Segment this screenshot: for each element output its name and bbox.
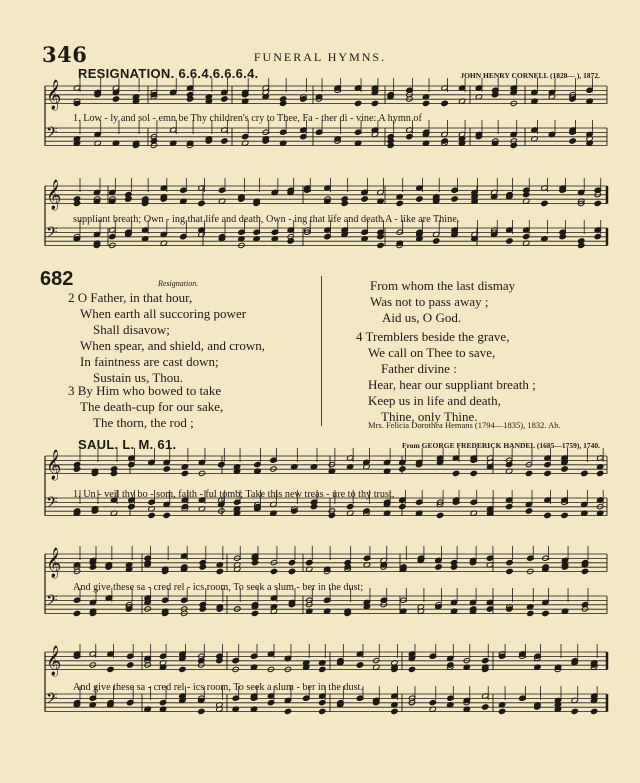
note-head — [218, 461, 225, 467]
hymn-author: Mrs. Felicia Dorothea Hemans (1794—1835), 1832. Ab. — [368, 420, 561, 430]
note-head — [159, 653, 166, 659]
note-head — [346, 503, 353, 509]
note-head — [527, 610, 534, 616]
note-head — [429, 699, 436, 705]
note-head — [279, 129, 286, 135]
note-head — [506, 568, 513, 574]
verse-line: 3 By Him who bowed to take — [68, 383, 222, 398]
note-head — [519, 695, 526, 701]
note-head — [288, 568, 295, 574]
verse-line: Hear, hear our suppliant breath ; — [368, 377, 536, 392]
note-head — [232, 657, 239, 663]
stanza-3-continued — [370, 278, 515, 326]
note-head — [198, 200, 205, 206]
music-system-1 — [0, 80, 640, 175]
note-head — [354, 100, 361, 106]
note-head — [470, 470, 477, 476]
stanza-4 — [356, 329, 536, 425]
note-head — [544, 470, 551, 476]
note-head — [159, 699, 166, 705]
note-head — [163, 512, 170, 518]
note-head — [73, 610, 80, 616]
treble-staff — [45, 645, 607, 677]
note-head — [221, 138, 228, 144]
page-number: 346 — [42, 42, 88, 67]
note-head — [594, 233, 601, 239]
treble-staff — [45, 79, 607, 111]
note-head — [271, 229, 278, 235]
note-head — [486, 555, 493, 561]
verse-line: 2 O Father, in that hour, — [68, 290, 193, 305]
verse-line: We call on Thee to save, — [368, 345, 496, 360]
note-head — [505, 503, 512, 509]
note-head — [371, 100, 378, 106]
note-head — [73, 597, 80, 603]
tune-source-note: Resignation. — [158, 279, 199, 288]
treble-clef: 𝄞 — [46, 80, 62, 110]
music-system-4 — [0, 548, 640, 643]
verse-line: Keep us in life and death, — [368, 393, 501, 408]
note-head — [525, 508, 532, 514]
note-head — [452, 470, 459, 476]
note-head — [221, 96, 228, 102]
note-head — [128, 461, 135, 467]
note-head — [288, 559, 295, 565]
note-head — [581, 470, 588, 476]
composer-name: JOHN HENRY CORNELL (1828— — [460, 71, 575, 80]
bass-staff — [45, 124, 607, 146]
note-head — [451, 196, 458, 202]
note-head — [267, 699, 274, 705]
note-head — [109, 233, 116, 239]
composer-date: ), 1872. — [576, 71, 600, 80]
music-system-2 — [0, 180, 640, 275]
note-head — [270, 568, 277, 574]
note-head — [527, 555, 534, 561]
verse-line: Was not to pass away ; — [370, 294, 489, 309]
verse-line: The thorn, the rod ; — [93, 415, 194, 430]
bass-clef: 𝄢 — [46, 494, 58, 515]
note-head — [447, 695, 454, 701]
note-head — [232, 695, 239, 701]
note-head — [561, 466, 568, 472]
lyrics-line: 1. Un - veil thy bo - som, faith - ful tomb; Take this new treas - ure to thy trust, — [73, 489, 395, 500]
note-head — [254, 461, 261, 467]
note-head — [324, 233, 331, 239]
note-head — [506, 559, 513, 565]
note-head — [498, 708, 505, 714]
note-head — [319, 699, 326, 705]
note-head — [148, 512, 155, 518]
bass-clef: 𝄢 — [46, 224, 58, 245]
note-head — [361, 196, 368, 202]
note-head — [251, 610, 258, 616]
note-head — [112, 96, 119, 102]
note-head — [361, 229, 368, 235]
note-head — [590, 708, 597, 714]
verse-line: 4 Tremblers beside the grave, — [356, 329, 510, 344]
note-head — [597, 470, 604, 476]
composer-credit-cornell — [410, 71, 600, 80]
note-head — [422, 100, 429, 106]
verse-line: The death-cup for our sake, — [80, 399, 224, 414]
note-head — [127, 653, 134, 659]
note-head — [270, 457, 277, 463]
note-head — [435, 564, 442, 570]
verse-line: From whom the last dismay — [370, 278, 516, 293]
note-head — [399, 466, 406, 472]
lyrics-line: 1. Low - ly and sol - emn be Thy children's cry to Thee, Fa - ther di - vine: A hymn of — [73, 113, 422, 124]
note-head — [482, 704, 489, 710]
note-head — [363, 555, 370, 561]
lyrics-line: And give these sa - cred rel - ics room, To seek a slum - ber in the dust. — [73, 682, 363, 693]
note-head — [127, 699, 134, 705]
lyrics-line: And give these sa - cred rel - ics room, To seek a slum - ber in the dust; — [73, 582, 364, 593]
hymn-number: 682 — [40, 268, 74, 290]
tune-name-saul: SAUL. L. M. 61. — [78, 437, 177, 452]
note-head — [561, 512, 568, 518]
treble-clef: 𝄞 — [46, 180, 62, 210]
note-head — [541, 200, 548, 206]
note-head — [396, 200, 403, 206]
note-head — [323, 597, 330, 603]
note-head — [482, 657, 489, 663]
note-head — [315, 129, 322, 135]
note-head — [300, 133, 307, 139]
note-head — [486, 606, 493, 612]
note-head — [216, 568, 223, 574]
note-head — [354, 129, 361, 135]
note-head — [180, 233, 187, 239]
note-head — [525, 470, 532, 476]
treble-clef: 𝄞 — [46, 450, 62, 480]
note-head — [180, 187, 187, 193]
note-head — [506, 238, 513, 244]
note-head — [594, 200, 601, 206]
note-head — [470, 499, 477, 505]
note-head — [429, 653, 436, 659]
note-head — [303, 695, 310, 701]
note-head — [433, 238, 440, 244]
composer-credit-handel: From GEORGE FREDERICK HANDEL (1685—1759), 1740. — [402, 441, 600, 450]
note-head — [581, 568, 588, 574]
note-head — [544, 461, 551, 467]
note-head — [148, 499, 155, 505]
note-head — [356, 662, 363, 668]
note-head — [391, 708, 398, 714]
note-head — [233, 499, 240, 505]
verse-line: Aid us, O God. — [382, 310, 462, 325]
note-head — [319, 708, 326, 714]
note-head — [250, 653, 257, 659]
verse-line: When earth all succoring power — [80, 306, 247, 321]
note-head — [181, 597, 188, 603]
note-head — [179, 666, 186, 672]
note-head — [416, 196, 423, 202]
note-head — [242, 133, 249, 139]
stanza-2 — [68, 290, 265, 386]
verse-line: Sustain us, Thou. — [93, 370, 184, 385]
note-head — [319, 666, 326, 672]
verse-line: When spear, and shield, and crown, — [80, 338, 266, 353]
stanza-3 — [68, 383, 223, 431]
note-head — [356, 695, 363, 701]
verse-line: In faintness are cast down; — [80, 354, 219, 369]
note-head — [377, 242, 384, 248]
note-head — [89, 695, 96, 701]
running-head: FUNERAL HYMNS. — [253, 50, 387, 64]
lyrics-line: suppliant breath; Own - ing that life and death, Own - ing that life and death A - like are Thine. — [73, 214, 460, 225]
note-head — [571, 708, 578, 714]
bass-clef: 𝄢 — [46, 592, 58, 613]
note-head — [408, 666, 415, 672]
tune-name-resignation: RESIGNATION. 6.6.4.6.6.6.4. — [78, 66, 259, 81]
treble-clef: 𝄞 — [46, 646, 62, 676]
note-head — [163, 466, 170, 472]
note-head — [436, 512, 443, 518]
column-divider — [321, 276, 322, 426]
bass-clef: 𝄢 — [46, 690, 58, 711]
treble-clef: 𝄞 — [46, 548, 62, 578]
note-head — [399, 503, 406, 509]
note-head — [451, 187, 458, 193]
note-head — [306, 559, 313, 565]
note-head — [284, 708, 291, 714]
note-head — [161, 597, 168, 603]
music-system-5 — [0, 646, 640, 741]
note-head — [523, 233, 530, 239]
note-head — [218, 187, 225, 193]
bass-clef: 𝄢 — [46, 124, 58, 145]
note-head — [107, 666, 114, 672]
note-head — [542, 610, 549, 616]
note-head — [127, 662, 134, 668]
verse-line: Shall disavow; — [93, 322, 170, 337]
note-head — [416, 499, 423, 505]
note-head — [198, 708, 205, 714]
note-head — [544, 512, 551, 518]
note-head — [586, 87, 593, 93]
verse-line: Father divine : — [381, 361, 457, 376]
verse-line: Thine, only Thine. — [381, 409, 478, 424]
note-head — [181, 470, 188, 476]
note-head — [406, 133, 413, 139]
note-head — [253, 229, 260, 235]
note-head — [238, 229, 245, 235]
note-head — [569, 138, 576, 144]
